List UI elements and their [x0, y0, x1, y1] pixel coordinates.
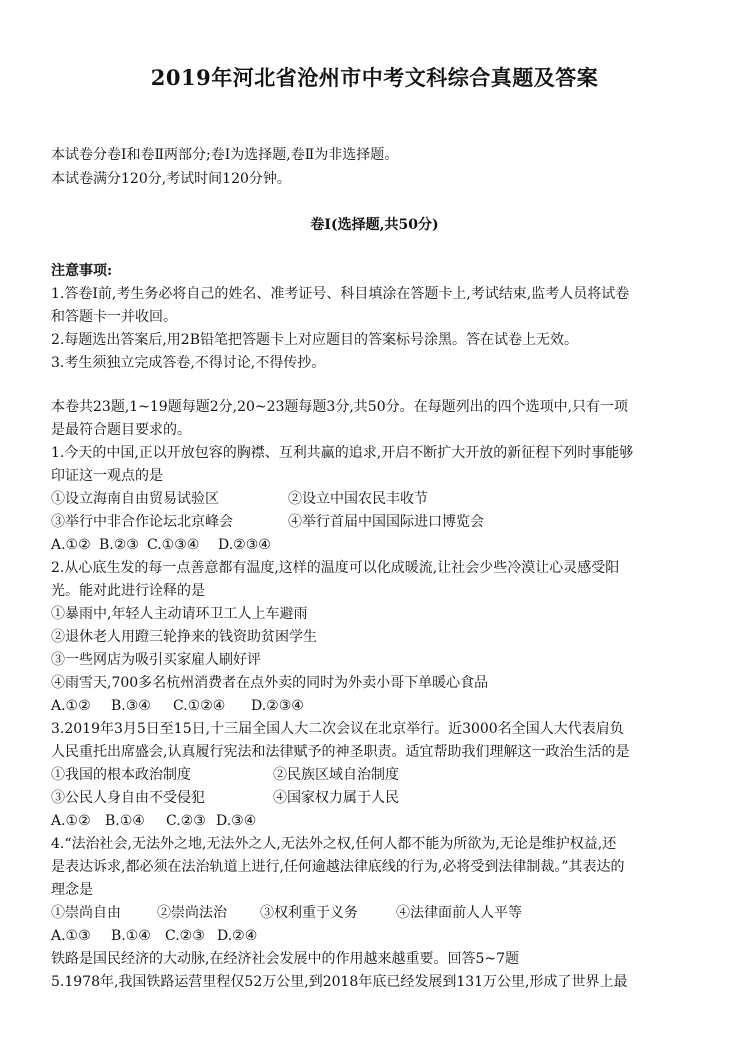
option: ③公民人身自由不受侵犯	[51, 790, 205, 806]
page-title: 2019年河北省沧州市中考文科综合真题及答案	[150, 65, 599, 90]
answer-choice: A.①②	[51, 813, 91, 829]
option: ④法律面前人人平等	[396, 905, 522, 921]
section-title: 卷Ⅰ(选择题,共50分)	[310, 217, 439, 233]
question-stem: 4.“法治社会,无法外之地,无法外之人,无法外之权,任何人都不能为所欲为,无论是维护权益,还	[51, 836, 617, 852]
answer-choice: B.①④	[105, 813, 145, 829]
answer-choice: C.①②④	[173, 698, 226, 714]
answer-choice: A.①③	[51, 928, 91, 944]
question-stem: 印证这一观点的是	[51, 468, 163, 484]
question-stem: 5.1978年,我国铁路运营里程仅52万公里,到2018年底已经发展到131万公里,形成了世界上最	[51, 974, 628, 990]
option: ①暴雨中,年轻人主动请环卫工人上车避雨	[51, 606, 308, 622]
question-stem: 2.从心底生发的每一点善意都有温度,这样的温度可以化成暖流,让社会少些冷漠让心灵感受阳	[51, 560, 620, 576]
option: ②崇尚法治	[157, 905, 227, 921]
notice-line: 和答题卡一并收回。	[51, 309, 177, 325]
notice-heading: 注意事项:	[51, 263, 113, 279]
option: ④国家权力属于人民	[273, 790, 399, 806]
answer-choice: C.②③	[165, 928, 205, 944]
answer-choice: A.①②	[51, 537, 91, 553]
passage-intro: 铁路是国民经济的大动脉,在经济社会发展中的作用越来越重要。回答5~7题	[51, 951, 519, 967]
option: ④雨雪天,700多名杭州消费者在点外卖的同时为外卖小哥下单暖心食品	[51, 675, 489, 691]
question-stem: 光。能对此进行诠释的是	[51, 583, 205, 599]
question-stem: 1.今天的中国,正以开放包容的胸襟、互利共赢的追求,开启不断扩大开放的新征程下列时事能够	[51, 445, 634, 461]
answer-choice: B.③④	[111, 698, 151, 714]
answer-choice: D.②④	[217, 928, 258, 944]
instructions-line: 是最符合题目要求的。	[51, 422, 191, 438]
option-row	[51, 766, 711, 784]
notice-line: 1.答卷Ⅰ前,考生务必将自己的姓名、准考证号、科目填涂在答题卡上,考试结束,监考人员将试卷	[51, 286, 630, 302]
answer-choice: C.②③	[166, 813, 206, 829]
option-row	[51, 513, 711, 531]
option-row	[51, 789, 711, 807]
notice-line: 3.考生须独立完成答卷,不得讨论,不得传抄。	[51, 355, 326, 371]
option: ②民族区域自治制度	[273, 767, 399, 783]
option: ②设立中国农民丰收节	[288, 491, 428, 507]
instructions-line: 本卷共23题,1~19题每题2分,20~23题每题3分,共50分。在每题列出的四个选项中,只有一项	[51, 399, 629, 415]
option: ①崇尚自由	[51, 905, 121, 921]
question-stem: 3.2019年3月5日至15日,十三届全国人大二次会议在北京举行。近3000名全国人大代表肩负	[51, 721, 624, 737]
option: ③权利重于义务	[260, 905, 358, 921]
answer-choice: B.②③	[99, 537, 139, 553]
answer-choice: C.①③④	[147, 537, 200, 553]
option: ②退休老人用蹬三轮挣来的钱资助贫困学生	[51, 629, 317, 645]
option: ①我国的根本政治制度	[51, 767, 191, 783]
option-row	[51, 490, 711, 508]
option: ③举行中非合作论坛北京峰会	[51, 514, 233, 530]
question-stem: 理念是	[51, 882, 93, 898]
answer-choice: D.②③④	[251, 698, 304, 714]
option: ③一些网店为吸引买家雇人刷好评	[51, 652, 261, 668]
answer-choice: A.①②	[51, 698, 91, 714]
question-stem: 人民重托出席盛会,认真履行宪法和法律赋予的神圣职责。适宜帮助我们理解这一政治生活的是	[51, 744, 630, 760]
answer-choice: D.②③④	[218, 537, 271, 553]
intro-line: 本试卷满分120分,考试时间120分钟。	[51, 171, 291, 187]
option: ④举行首届中国国际进口博览会	[288, 514, 484, 530]
answer-choice: D.③④	[216, 813, 257, 829]
intro-line: 本试卷分卷Ⅰ和卷Ⅱ两部分;卷Ⅰ为选择题,卷Ⅱ为非选择题。	[51, 147, 399, 163]
notice-line: 2.每题选出答案后,用2B铅笔把答题卡上对应题目的答案标号涂黑。答在试卷上无效。	[51, 332, 579, 348]
option: ①设立海南自由贸易试验区	[51, 491, 219, 507]
answer-choice: B.①④	[111, 928, 151, 944]
question-stem: 是表达诉求,都必须在法治轨道上进行,任何逾越法律底线的行为,必将受到法律制裁。”其表达的	[51, 859, 625, 875]
